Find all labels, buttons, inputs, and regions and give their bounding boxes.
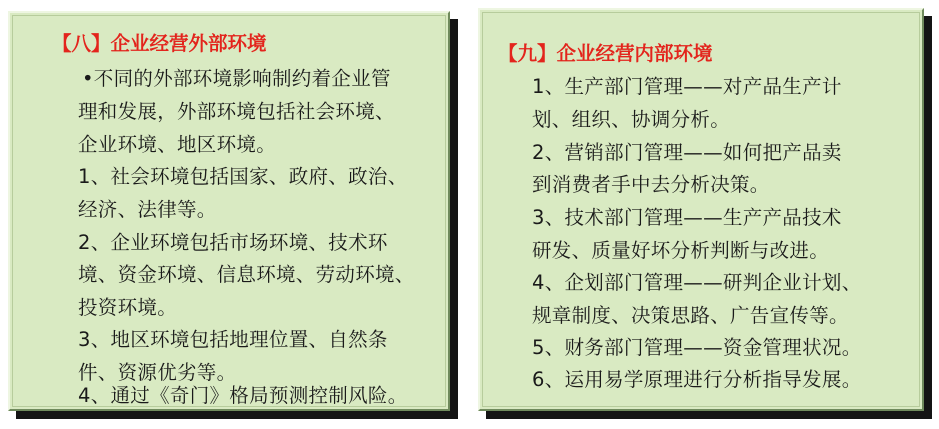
panel-heading: 【九】企业经营内部环境: [498, 42, 713, 65]
text-line: 规章制度、决策思路、广告宣传等。: [532, 304, 849, 327]
text-line: 境、资金环境、信息环境、劳动环境、: [78, 263, 415, 286]
text-line: •不同的外部环境影响制约着企业管: [82, 67, 391, 90]
text-line: 2、营销部门管理——如何把产品卖: [532, 141, 842, 164]
text-line: 划、组织、协调分析。: [532, 108, 731, 131]
text-line: 研发、质量好坏分析判断与改进。: [532, 239, 830, 262]
text-line: 4、通过《奇门》格局预测控制风险。: [78, 384, 408, 407]
text-line: 6、运用易学原理进行分析指导发展。: [532, 368, 862, 391]
text-line: 2、企业环境包括市场环境、技术环: [78, 231, 388, 254]
text-line: 3、地区环境包括地理位置、自然条: [78, 328, 388, 351]
text-line: 1、社会环境包括国家、政府、政治、: [78, 165, 408, 188]
text-line: 5、财务部门管理——资金管理状况。: [532, 336, 862, 359]
external-environment-panel: [8, 11, 450, 411]
text-line: 4、企划部门管理——研判企业计划、: [532, 271, 862, 294]
text-line: 到消费者手中去分析决策。: [532, 173, 770, 196]
text-line: 理和发展，外部环境包括社会环境、: [78, 100, 395, 123]
text-line: 经济、法律等。: [78, 198, 217, 221]
text-line: 1、生产部门管理——对产品生产计: [532, 75, 842, 98]
panel-heading: 【八】企业经营外部环境: [52, 32, 267, 55]
text-line: 投资环境。: [78, 296, 178, 319]
text-line: 件、资源优劣等。: [78, 361, 237, 384]
text-line: 3、技术部门管理——生产产品技术: [532, 206, 842, 229]
text-line: 企业环境、地区环境。: [78, 133, 277, 156]
internal-environment-panel: [478, 8, 924, 411]
